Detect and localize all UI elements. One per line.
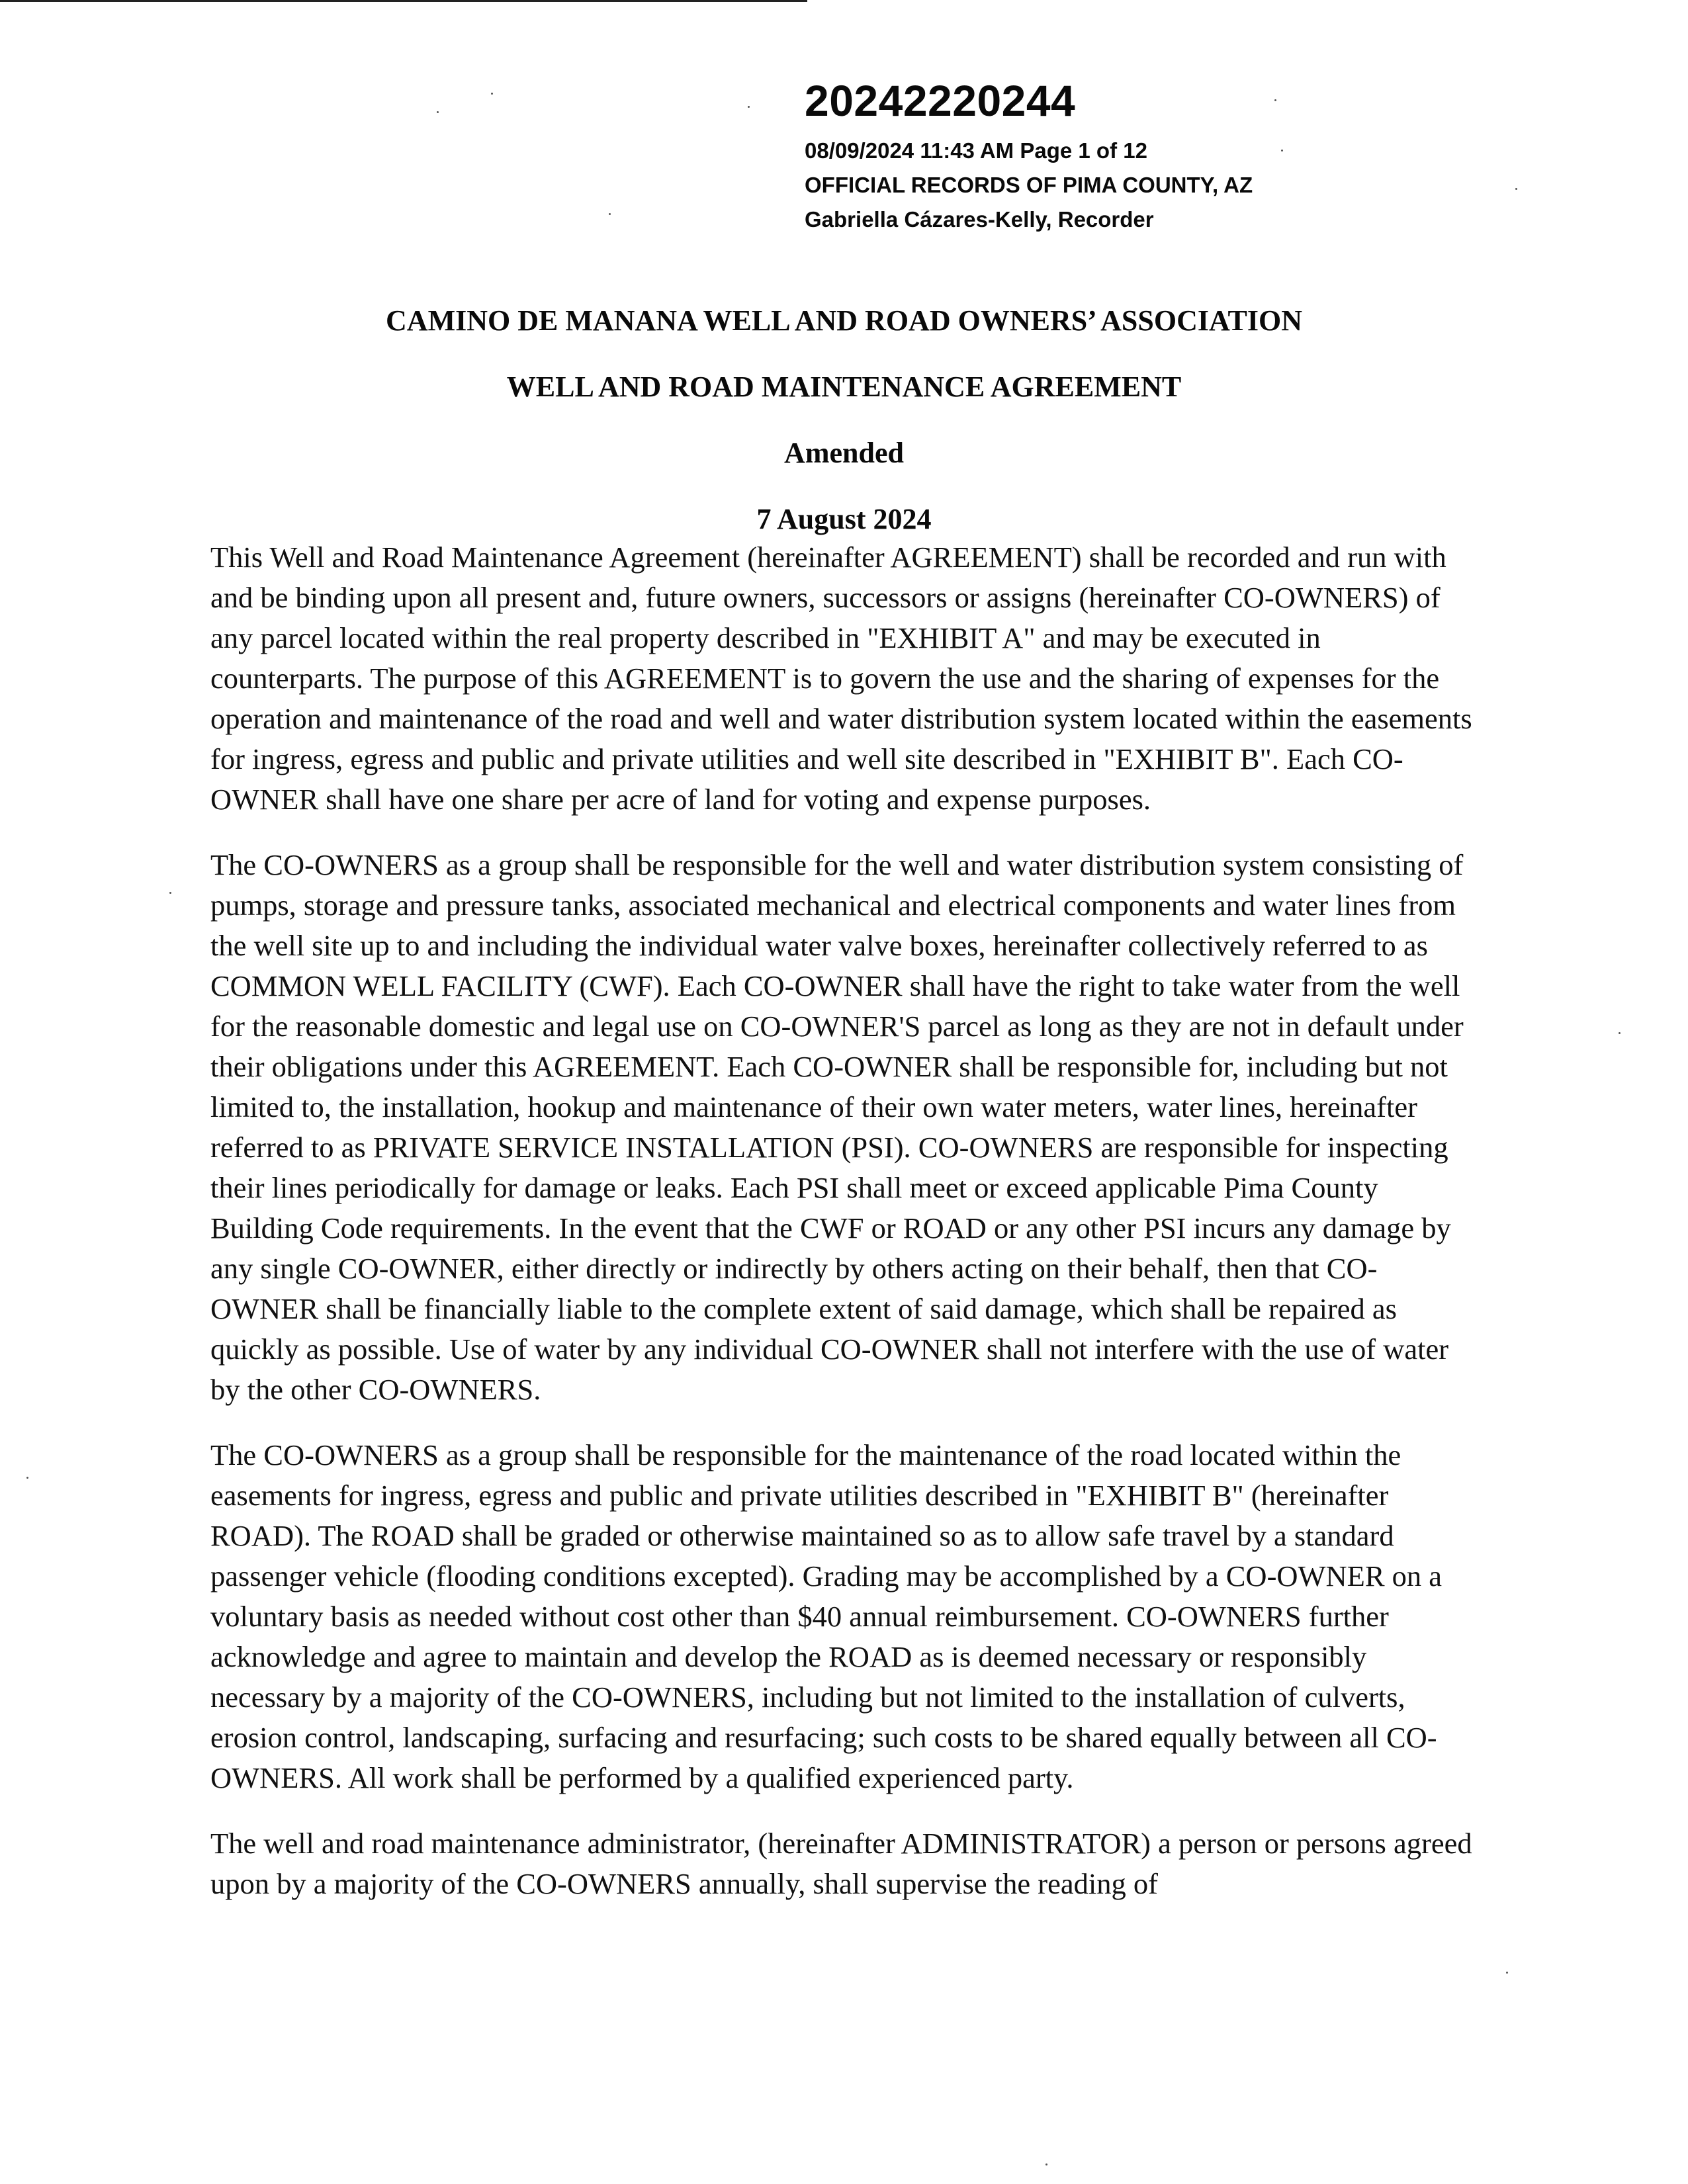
paragraph-administrator: The well and road maintenance administrator, (hereinafter ADMINISTRATOR) a person or persons agreed upon by a majority of the CO-OWNERS annually, shall supervise the reading of — [210, 1827, 1472, 1900]
scan-speck — [491, 93, 493, 95]
scan-speck — [609, 213, 611, 215]
scan-top-edge — [0, 0, 807, 2]
scan-speck — [169, 892, 171, 894]
official-records-line: OFFICIAL RECORDS OF PIMA COUNTY, AZ — [805, 173, 1253, 197]
scan-speck — [1515, 188, 1517, 190]
document-title — [0, 288, 1688, 552]
scan-speck — [1045, 2163, 1047, 2165]
paragraph-purpose: This Well and Road Maintenance Agreement (hereinafter AGREEMENT) shall be recorded and run with and be binding upon all present and, future owners, successors or assigns (hereinafter CO-OWNERS) of any parcel located within the real property described in "EXHIBIT A" and may be executed in counterparts. The purpose of this AGREEMENT is to govern the use and the sharing of expenses for the operation and maintenance of the road and well and water distribution system located within the easements for ingress, egress and public and private utilities and well site described in "EXHIBIT B". Each CO-OWNER shall have one share per acre of land for voting and expense purposes. — [210, 541, 1472, 816]
scan-speck — [1506, 1972, 1508, 1974]
recorded-date-page: 08/09/2024 11:43 AM Page 1 of 12 — [805, 138, 1147, 163]
document-number: 20242220244 — [805, 76, 1076, 125]
scan-speck — [26, 1477, 28, 1479]
agreement-title: WELL AND ROAD MAINTENANCE AGREEMENT — [506, 371, 1182, 403]
paragraph-well-facility: The CO-OWNERS as a group shall be responsible for the well and water distribution system consisting of pumps, storage and pressure tanks, associated mechanical and electrical components and water lines from the well site up to and including the individual water valve boxes, hereinafter collectively referred to as COMMON WELL FACILITY (CWF). Each CO-OWNER shall have the right to take water from the well for the reasonable domestic and legal use on CO-OWNER'S parcel as long as they are not in default under their obligations under this AGREEMENT. Each CO-OWNER shall be responsible for, including but not limited to, the installation, hookup and maintenance of their own water meters, water lines, hereinafter referred to as PRIVATE SERVICE INSTALLATION (PSI). CO-OWNERS are responsible for inspecting their lines periodically for damage or leaks. Each PSI shall meet or exceed applicable Pima County Building Code requirements. In the event that the CWF or ROAD or any other PSI incurs any damage by any single CO-OWNER, either directly or indirectly by others acting on their behalf, then that CO-OWNER shall be financially liable to the complete extent of said damage, which shall be repaired as quickly as possible. Use of water by any individual CO-OWNER shall not interfere with the use of water by the other CO-OWNERS. — [210, 848, 1464, 1406]
scan-speck — [748, 106, 750, 108]
agreement-body — [210, 537, 1476, 1929]
paragraph-road-maintenance: The CO-OWNERS as a group shall be responsible for the maintenance of the road located within the easements for ingress, egress and public and private utilities described in "EXHIBIT B" (hereinafter ROAD). The ROAD shall be graded or otherwise maintained so as to allow safe travel by a standard passenger vehicle (flooding conditions excepted). Grading may be accomplished by a CO-OWNER on a voluntary basis as needed without cost other than $40 annual reimbursement. CO-OWNERS further acknowledge and agree to maintain and develop the ROAD as is deemed necessary or responsibly necessary by a majority of the CO-OWNERS, including but not limited to the installation of culverts, erosion control, landscaping, surfacing and resurfacing; such costs to be shared equally between all CO-OWNERS. All work shall be performed by a qualified experienced party. — [210, 1438, 1443, 1794]
recording-stamp — [805, 74, 1400, 237]
scan-speck — [1619, 1032, 1621, 1034]
amended-date: 7 August 2024 — [756, 503, 932, 535]
association-title: CAMINO DE MANANA WELL AND ROAD OWNERS’ ASSOCIATION — [386, 304, 1302, 337]
scan-speck — [437, 111, 439, 113]
amended-label: Amended — [784, 437, 904, 469]
recorder-name: Gabriella Cázares-Kelly, Recorder — [805, 207, 1154, 232]
